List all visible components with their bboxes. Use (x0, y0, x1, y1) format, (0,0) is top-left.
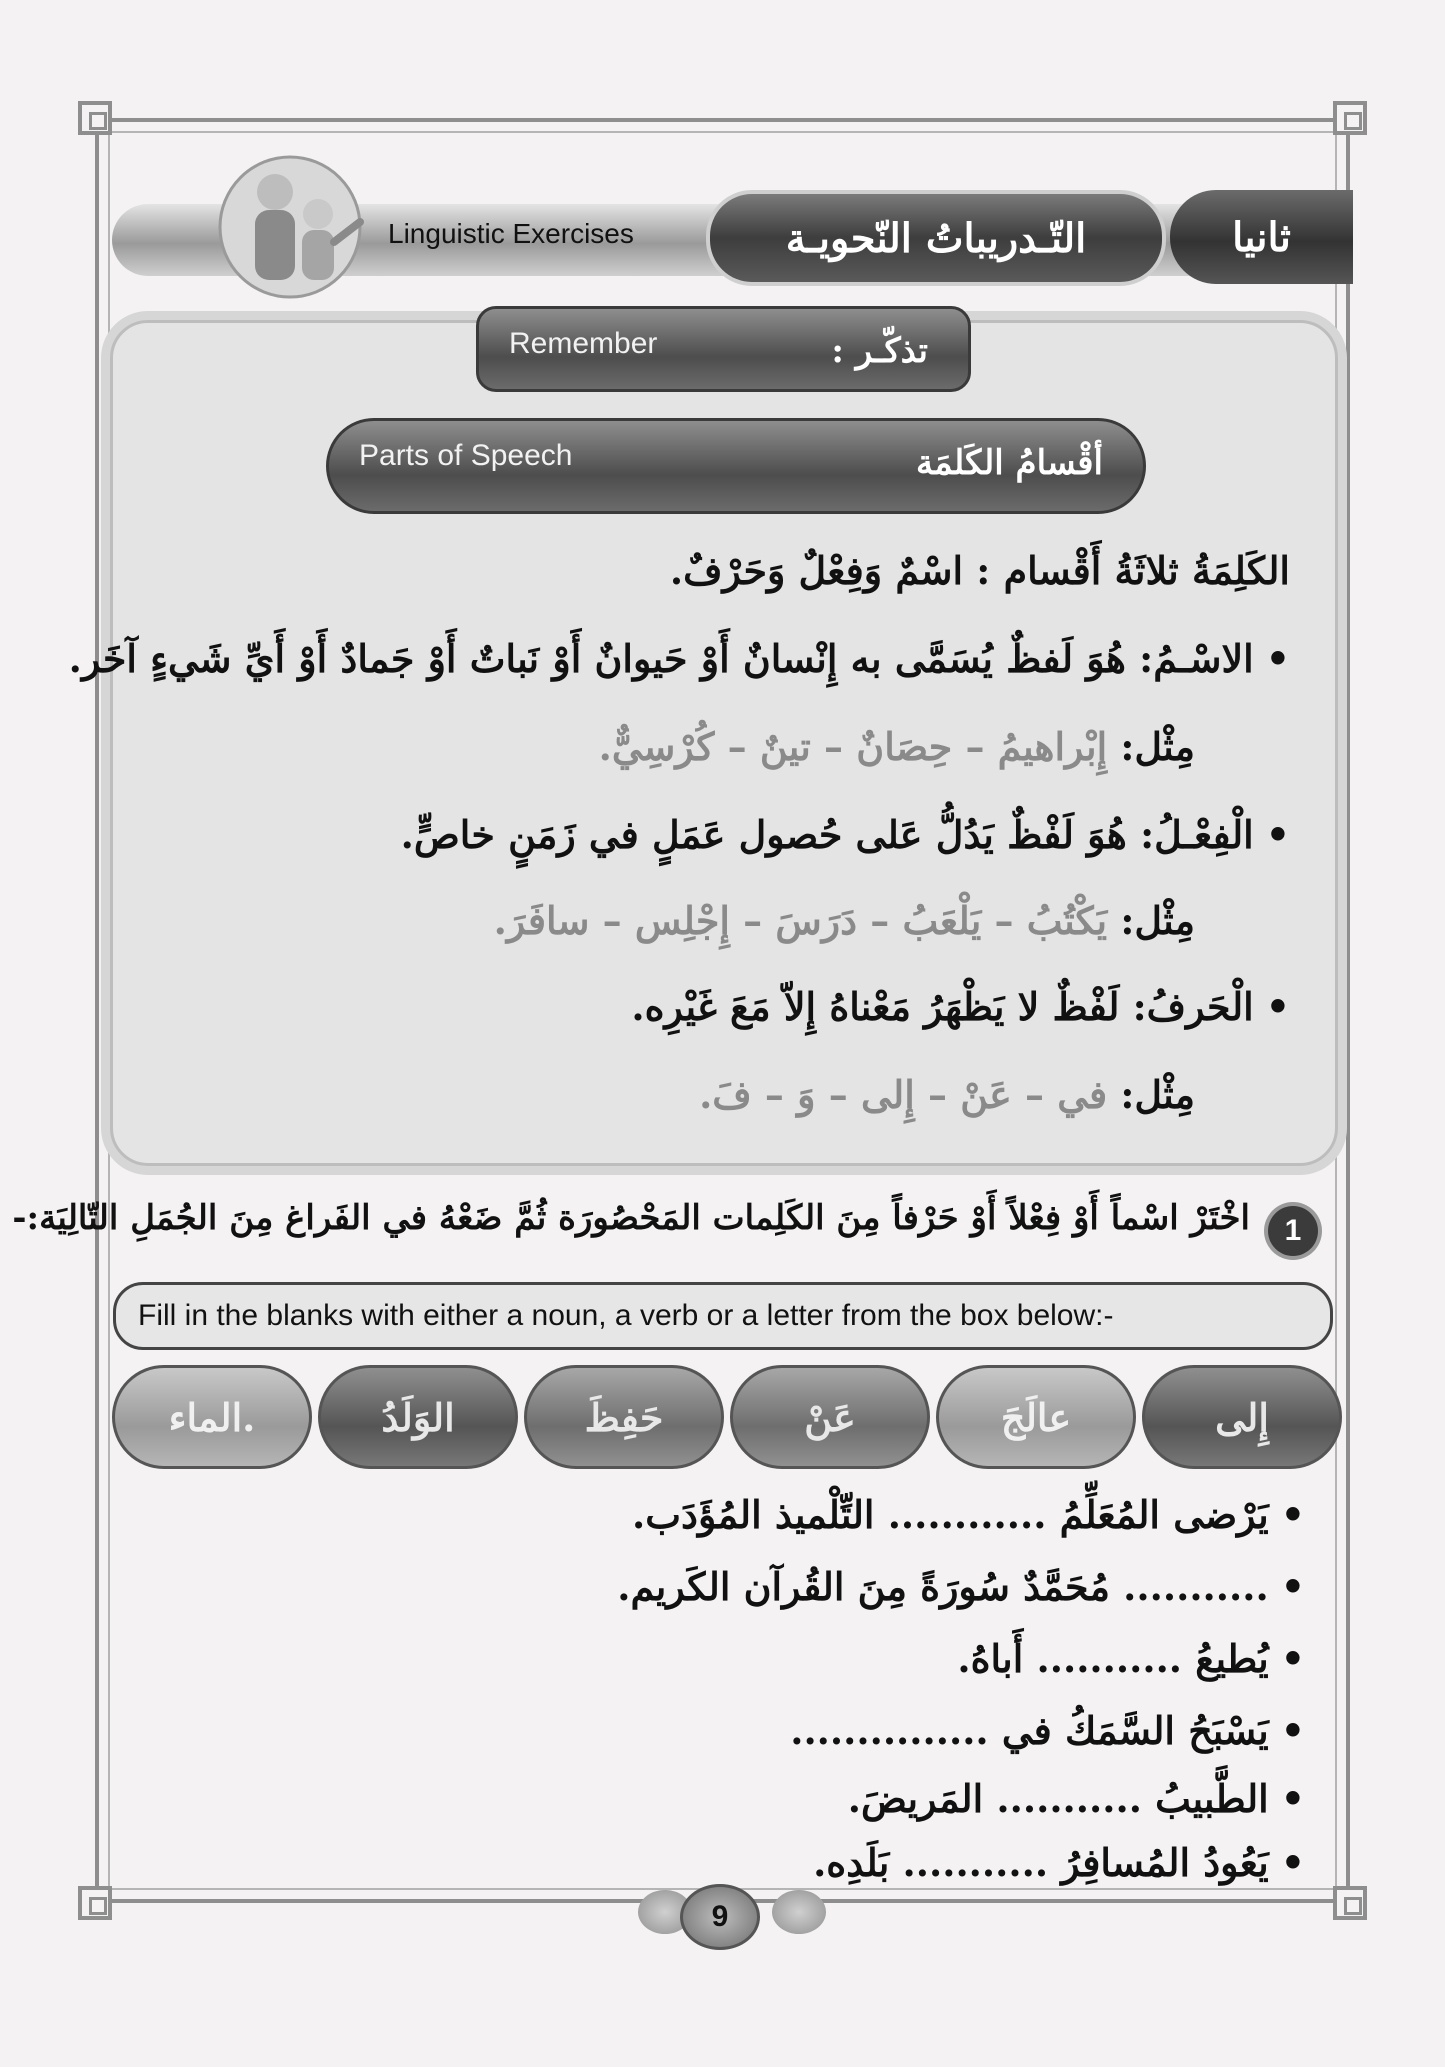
exercise-number: 1 (1268, 1206, 1318, 1256)
word-bank-item[interactable]: عَنْ (730, 1365, 930, 1469)
section-number: ثانيا (1170, 190, 1353, 284)
verb-definition: • الْفِعْـلُ: هُوَ لَفْظٌ يَدُلُّ عَلى حُصول عَمَلٍ في زَمَنٍ خاصٍّ. (401, 812, 1290, 857)
particle-example-label: مِثْل: (1120, 1072, 1195, 1117)
remember-label-en: Remember (509, 327, 658, 360)
verb-example-label: مِثْل: (1120, 898, 1195, 943)
exercise-sentence[interactable]: • الطَّبيبُ ........... المَريضَ. (848, 1776, 1305, 1821)
frame-corner-bottom-left (78, 1886, 112, 1920)
particle-examples-line (699, 1072, 1195, 1117)
verb-examples: يَكْتُبُ – يَلْعَبُ – دَرَسَ – إِجْلِس – سافَرَ. (493, 898, 1108, 943)
noun-example-label: مِثْل: (1120, 724, 1195, 769)
word-bank-item[interactable]: الماء. (112, 1365, 312, 1469)
particle-definition: • الْحَرفُ: لَفْظٌ لا يَظْهَرُ مَعْناهُ إِلاّ مَعَ غَيْرِه. (631, 984, 1290, 1029)
exercise-instruction-ar: اخْتَرْ اسْماً أَوْ فِعْلاً أَوْ حَرْفاً مِنَ الكَلِمات المَحْصُورَة ثُمَّ ضَعْهُ في الفَراغ مِنَ الجُمَلِ التّالِيَة:- (12, 1198, 1250, 1238)
children-illustration-icon (200, 152, 380, 302)
exercise-sentence[interactable]: • يَسْبَحُ السَّمَكُ في ............... (790, 1708, 1305, 1753)
intro-line: الكَلِمَةُ ثلاثَةُ أَقْسام : اسْمٌ وَفِعْلٌ وَحَرْفٌ. (669, 548, 1290, 593)
exercise-sentence[interactable]: • ........... مُحَمَّدٌ سُورَةً مِنَ القُرآن الكَريم. (617, 1564, 1305, 1609)
word-bank-item[interactable]: حَفِظَ (524, 1365, 724, 1469)
exercise-sentence[interactable]: • يُطيعُ ........... أَباهُ. (957, 1636, 1305, 1681)
parts-of-speech-heading (326, 418, 1146, 514)
exercise-instruction-en: Fill in the blanks with either a noun, a verb or a letter from the box below:- (113, 1282, 1333, 1350)
remember-heading (476, 306, 971, 392)
parts-label-en: Parts of Speech (359, 439, 573, 472)
word-bank-item[interactable]: عالَجَ (936, 1365, 1136, 1469)
particle-examples: في – عَنْ – إِلى – وَ – فَ. (699, 1072, 1108, 1117)
noun-definition: • الاسْـمُ: هُوَ لَفظٌ يُسَمَّى به إِنْسانٌ أَوْ حَيوانٌ أَوْ نَباتٌ أَوْ جَمادٌ أَوْ أَيِّ شَيءٍ آخَر. (69, 636, 1290, 681)
parts-label-ar: أقْسامُ الكَلمَة (916, 443, 1103, 483)
word-bank-item[interactable]: إِلى (1142, 1365, 1342, 1469)
frame-corner-bottom-right (1333, 1886, 1367, 1920)
noun-examples: إِبْراهيمُ – حِصَانٌ – تينٌ – كُرْسِيٌّ. (598, 724, 1108, 769)
frame-corner-top-left (78, 101, 112, 135)
word-bank (102, 1365, 1342, 1475)
remember-label-ar: تذكّـر : (831, 331, 928, 371)
noun-examples-line (599, 724, 1195, 769)
page-number-decoration (772, 1890, 826, 1934)
header-title-en: Linguistic Exercises (388, 218, 634, 249)
verb-examples-line (494, 898, 1195, 943)
page-number: 9 (680, 1884, 760, 1950)
word-bank-item[interactable]: الوَلَدُ (318, 1365, 518, 1469)
exercise-sentence[interactable]: • يَرْضى المُعَلِّمُ ............ التِّلْميذ المُؤَدَب. (632, 1492, 1305, 1537)
exercise-sentence[interactable]: • يَعُودُ المُسافِرُ ........... بَلَدِه. (813, 1840, 1305, 1885)
header-title-ar: التّـدريباتُ النّحويـة (706, 190, 1166, 286)
frame-corner-top-right (1333, 101, 1367, 135)
